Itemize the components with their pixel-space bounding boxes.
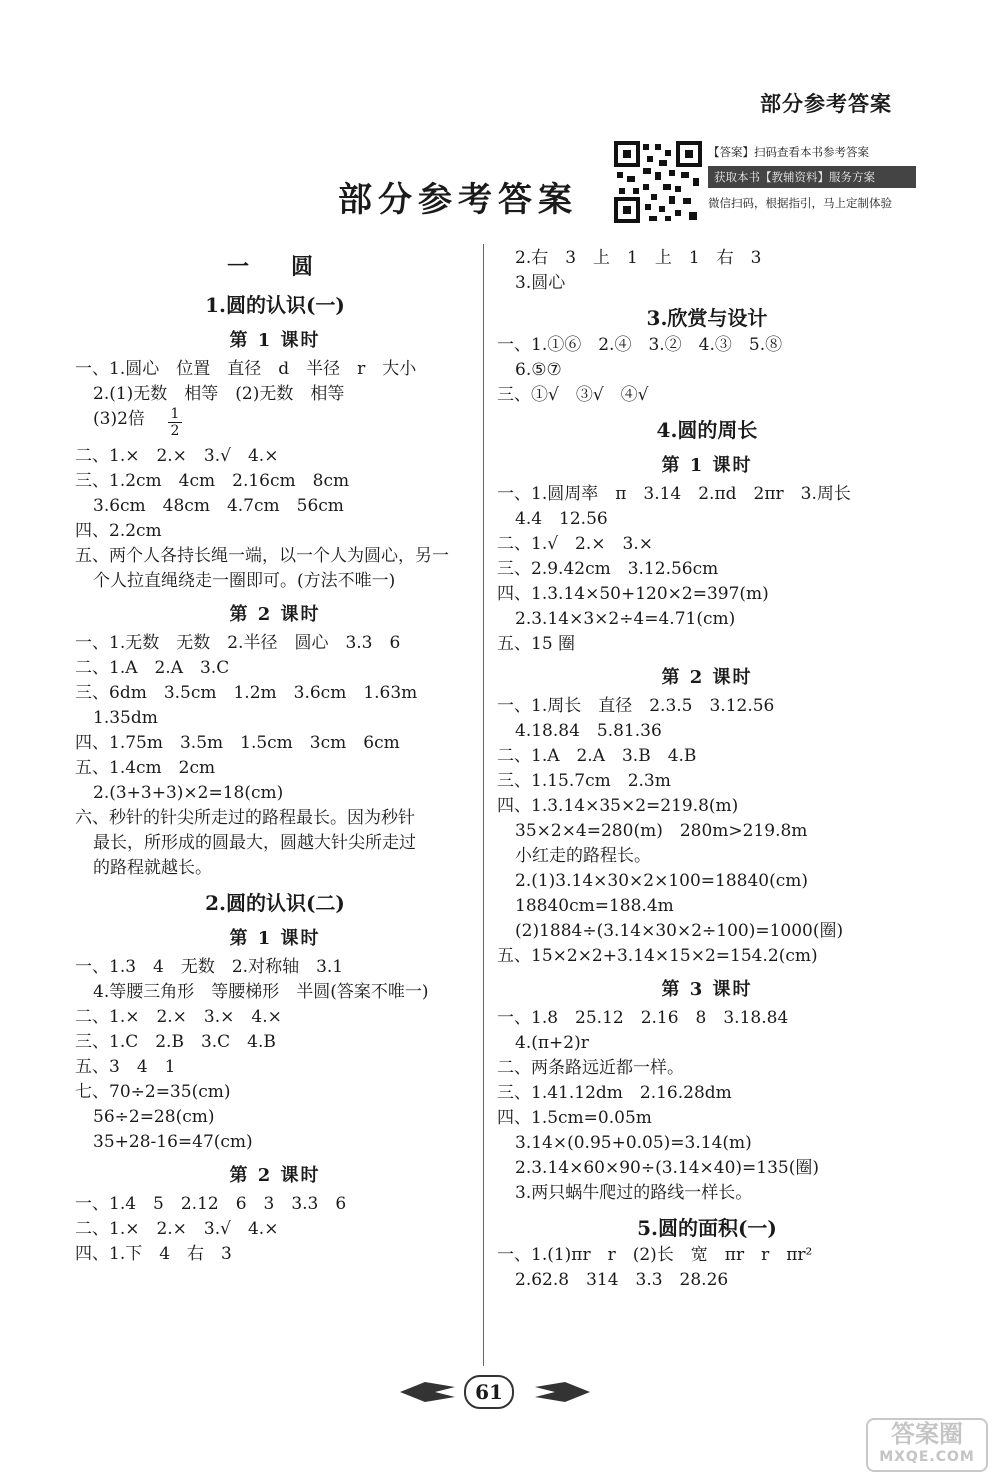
- answer-text: 3.6cm 48cm 4.7cm 56cm: [93, 496, 344, 516]
- answer-text: (3)2倍: [93, 409, 145, 429]
- answer-line: [75, 756, 475, 781]
- answer-line: [75, 519, 475, 544]
- section-heading: [497, 408, 917, 445]
- answer-text: 56÷2=28(cm): [93, 1107, 215, 1127]
- answer-text: 2.(3+3+3)×2=18(cm): [93, 783, 284, 803]
- page-title: 部分参考答案: [338, 180, 578, 220]
- answer-line: [75, 569, 475, 594]
- answer-text: 二、1.√ 2.× 3.×: [497, 534, 653, 554]
- answer-text: 四、1.3.14×35×2=219.8(m): [497, 796, 739, 816]
- lesson-heading-text: 第 1 课时: [661, 455, 753, 476]
- section-heading: [75, 881, 475, 918]
- qr-info-box: [708, 144, 916, 230]
- answer-line: [75, 806, 475, 831]
- lesson-heading: [497, 445, 917, 482]
- answer-text: 一、1.圆周率 π 3.14 2.πd 2πr 3.周长: [497, 484, 851, 504]
- answer-line: [497, 844, 917, 869]
- answer-line: [497, 819, 917, 844]
- answer-text: 二、1.× 2.× 3.× 4.×: [75, 1007, 282, 1027]
- answer-line: [497, 869, 917, 894]
- answer-line: [75, 681, 475, 706]
- section-heading: [497, 1206, 917, 1243]
- answer-line: [497, 582, 917, 607]
- section-heading: [497, 296, 917, 333]
- answer-text: 六、秒针的针尖所走过的路程最长。因为秒针: [75, 808, 415, 828]
- answer-line: [75, 631, 475, 656]
- left-column: [75, 246, 475, 1267]
- answer-text: 五、15×2×2+3.14×15×2=154.2(cm): [497, 946, 818, 966]
- answer-text: 二、两条路远近都一样。: [497, 1058, 684, 1078]
- answer-line: [497, 1181, 917, 1206]
- answer-text: 三、2.9.42cm 3.12.56cm: [497, 559, 719, 579]
- answer-line: [497, 744, 917, 769]
- answer-line: [75, 407, 475, 444]
- answer-line: [497, 1031, 917, 1056]
- lesson-heading: [75, 1155, 475, 1192]
- section-heading: [75, 283, 475, 320]
- lesson-heading: [75, 320, 475, 357]
- answer-line: [75, 1005, 475, 1030]
- answer-text: 二、1.A 2.A 3.C: [75, 658, 230, 678]
- lesson-heading: [497, 969, 917, 1006]
- answer-text: 一、1.3 4 无数 2.对称轴 3.1: [75, 957, 344, 977]
- answer-text: 三、①√ ③√ ④√: [497, 385, 649, 405]
- answer-text: 五、3 4 1: [75, 1057, 176, 1077]
- answer-line: [75, 357, 475, 382]
- answer-line: [75, 494, 475, 519]
- answer-line: [75, 1242, 475, 1267]
- answer-text: 一、1.周长 直径 2.3.5 3.12.56: [497, 696, 775, 716]
- watermark-title: 答案圈: [891, 1420, 963, 1448]
- answer-line: [497, 1056, 917, 1081]
- answer-line: [497, 1268, 917, 1293]
- watermark-url: MXQE.COM: [879, 1449, 975, 1465]
- answer-line: [497, 769, 917, 794]
- lesson-heading: [497, 657, 917, 694]
- answer-line: [497, 333, 917, 358]
- answer-text: 三、1.C 2.B 3.C 4.B: [75, 1032, 276, 1052]
- lesson-heading: [75, 918, 475, 955]
- fraction: [167, 406, 183, 439]
- answer-line: [75, 1030, 475, 1055]
- answer-line: [75, 656, 475, 681]
- answer-line: [75, 544, 475, 569]
- answer-line: [497, 919, 917, 944]
- answer-text: 五、15 圈: [497, 634, 576, 654]
- section-heading-text: 5.圆的面积(一): [637, 1216, 777, 1240]
- answer-line: [497, 1156, 917, 1181]
- lesson-heading-text: 第 2 课时: [229, 1165, 321, 1186]
- fraction-numerator: 1: [170, 406, 180, 422]
- answer-line: [75, 1130, 475, 1155]
- answer-text: 4.(π+2)r: [515, 1033, 589, 1053]
- answer-line: [75, 382, 475, 407]
- answer-line: [75, 831, 475, 856]
- answer-line: [497, 246, 917, 271]
- answer-line: [497, 694, 917, 719]
- answer-text: 五、两个人各持长绳一端，以一个人为圆心，另一: [75, 546, 449, 566]
- answer-text: 二、1.A 2.A 3.B 4.B: [497, 746, 697, 766]
- lesson-heading-text: 第 3 课时: [661, 979, 753, 1000]
- answer-text: 四、1.3.14×50+120×2=397(m): [497, 584, 769, 604]
- answer-text: 2.(1)无数 相等 (2)无数 相等: [93, 384, 345, 404]
- answer-line: [497, 894, 917, 919]
- answer-line: [497, 383, 917, 408]
- page-number: 61: [464, 1375, 514, 1409]
- section-heading-text: 3.欣赏与设计: [646, 306, 768, 330]
- answer-line: [75, 731, 475, 756]
- lesson-heading-text: 第 1 课时: [229, 330, 321, 351]
- qr-code-icon[interactable]: [613, 140, 703, 224]
- answer-text: 3.14×(0.95+0.05)=3.14(m): [515, 1133, 752, 1153]
- corner-title: 部分参考答案: [760, 91, 892, 116]
- answer-line: [75, 1055, 475, 1080]
- answer-line: [497, 794, 917, 819]
- answer-text: 3.圆心: [515, 273, 566, 293]
- answer-text: 1.35dm: [93, 708, 158, 728]
- answer-text: 四、2.2cm: [75, 521, 162, 541]
- answer-text: 小红走的路程长。: [515, 846, 651, 866]
- answer-text: 4.4 12.56: [515, 509, 608, 529]
- answer-text: 35×2×4=280(m) 280m>219.8m: [515, 821, 808, 841]
- answer-text: 四、1.75m 3.5m 1.5cm 3cm 6cm: [75, 733, 400, 753]
- lesson-heading: [75, 594, 475, 631]
- qr-service-banner[interactable]: 获取本书【教辅资料】服务方案: [708, 166, 916, 188]
- answer-text: 二、1.× 2.× 3.√ 4.×: [75, 446, 279, 466]
- answer-text: 一、1.圆心 位置 直径 d 半径 r 大小: [75, 359, 417, 379]
- section-heading-text: 2.圆的认识(二): [205, 891, 345, 915]
- answer-line: [497, 557, 917, 582]
- answer-line: [75, 444, 475, 469]
- answer-line: [75, 469, 475, 494]
- lesson-heading-text: 第 1 课时: [229, 928, 321, 949]
- answer-line: [75, 781, 475, 806]
- answer-text: 三、1.2cm 4cm 2.16cm 8cm: [75, 471, 350, 491]
- answer-text: 三、1.41.12dm 2.16.28dm: [497, 1083, 732, 1103]
- column-divider: [483, 244, 484, 1366]
- answer-text: 18840cm=188.4m: [515, 896, 674, 916]
- qr-instruction-line: 微信扫码，根据指引，马上定制体验: [708, 196, 892, 210]
- right-column: [497, 246, 917, 1293]
- answer-line: [75, 1217, 475, 1242]
- answer-text: 2.62.8 314 3.3 28.26: [515, 1270, 729, 1290]
- answer-text: 6.⑤⑦: [515, 360, 562, 380]
- page-footer: [395, 1372, 595, 1412]
- answer-line: [497, 482, 917, 507]
- answer-text: 四、1.5cm=0.05m: [497, 1108, 652, 1128]
- answer-text: 三、6dm 3.5cm 1.2m 3.6cm 1.63m: [75, 683, 418, 703]
- answer-line: [497, 1131, 917, 1156]
- answer-text: 一、1.①⑥ 2.④ 3.② 4.③ 5.⑧: [497, 335, 783, 355]
- answer-line: [497, 1106, 917, 1131]
- unit-heading: [75, 246, 475, 283]
- answer-line: [497, 632, 917, 657]
- fraction-denominator: 2: [170, 423, 180, 439]
- answer-line: [497, 1243, 917, 1268]
- answer-text: 二、1.× 2.× 3.√ 4.×: [75, 1219, 279, 1239]
- answer-text: 2.3.14×60×90÷(3.14×40)=135(圈): [515, 1158, 820, 1178]
- answer-line: [75, 980, 475, 1005]
- answer-text: 2.(1)3.14×30×2×100=18840(cm): [515, 871, 809, 891]
- answer-line: [497, 1006, 917, 1031]
- answer-line: [497, 507, 917, 532]
- section-heading-text: 4.圆的周长: [656, 418, 758, 442]
- unit-heading-text: 一 圆: [226, 254, 323, 280]
- answer-line: [497, 944, 917, 969]
- answer-line: [497, 271, 917, 296]
- answer-text: 2.3.14×3×2÷4=4.71(cm): [515, 609, 736, 629]
- answer-text: 一、1.4 5 2.12 6 3 3.3 6: [75, 1194, 347, 1214]
- answer-text: 个人拉直绳绕走一圈即可。(方法不唯一): [93, 571, 396, 591]
- answer-text: 2.右 3 上 1 上 1 右 3: [515, 248, 762, 268]
- answer-text: 四、1.下 4 右 3: [75, 1244, 232, 1264]
- answer-text: 3.两只蜗牛爬过的路线一样长。: [515, 1183, 753, 1203]
- answer-line: [497, 719, 917, 744]
- answer-text: 一、1.(1)πr r (2)长 宽 πr r πr²: [497, 1245, 813, 1265]
- answer-line: [75, 1105, 475, 1130]
- answer-text: 4.等腰三角形 等腰梯形 半圆(答案不唯一): [93, 982, 429, 1002]
- answer-line: [75, 856, 475, 881]
- answer-line: [497, 607, 917, 632]
- watermark-logo: [866, 1418, 988, 1472]
- answer-text: 五、1.4cm 2cm: [75, 758, 216, 778]
- answer-line: [75, 1080, 475, 1105]
- lesson-heading-text: 第 2 课时: [229, 604, 321, 625]
- answer-text: 三、1.15.7cm 2.3m: [497, 771, 671, 791]
- answer-text: 一、1.8 25.12 2.16 8 3.18.84: [497, 1008, 789, 1028]
- lesson-heading-text: 第 2 课时: [661, 667, 753, 688]
- answer-text: 35+28-16=47(cm): [93, 1132, 253, 1152]
- answer-text: 4.18.84 5.81.36: [515, 721, 662, 741]
- answer-text: 的路程就越长。: [93, 858, 212, 878]
- qr-answer-line: 【答案】扫码查看本书参考答案: [708, 145, 869, 159]
- answer-text: 七、70÷2=35(cm): [75, 1082, 231, 1102]
- answer-text: (2)1884÷(3.14×30×2÷100)=1000(圈): [515, 921, 844, 941]
- answer-line: [497, 532, 917, 557]
- answer-line: [75, 955, 475, 980]
- answer-text: 一、1.无数 无数 2.半径 圆心 3.3 6: [75, 633, 401, 653]
- section-heading-text: 1.圆的认识(一): [205, 293, 345, 317]
- answer-line: [497, 358, 917, 383]
- answer-line: [75, 706, 475, 731]
- answer-line: [75, 1192, 475, 1217]
- answer-text: 最长，所形成的圆最大，圆越大针尖所走过: [93, 833, 416, 853]
- answer-line: [497, 1081, 917, 1106]
